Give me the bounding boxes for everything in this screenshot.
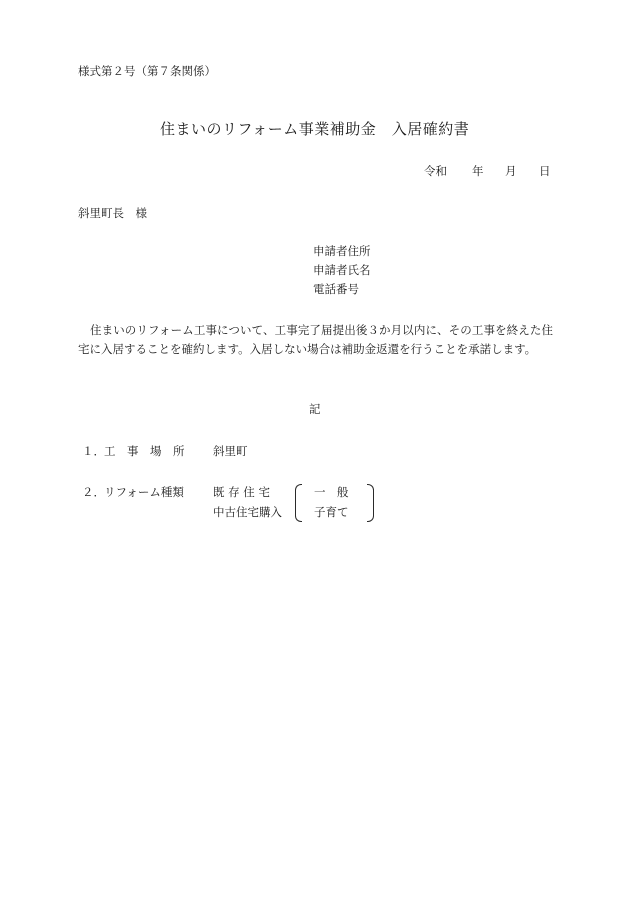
- document-title: 住まいのリフォーム事業補助金 入居確約書: [160, 120, 470, 138]
- item1-value: 斜里町: [213, 444, 248, 458]
- date-day: 日: [539, 164, 551, 178]
- left-bracket: [295, 484, 302, 522]
- applicant-name-label: 申請者氏名: [313, 263, 371, 277]
- confirmation-paragraph: 住まいのリフォーム工事について、工事完了届提出後３か月以内に、その工事を終えた住宅に入居することを確約します。入居しない場合は補助金返還を行うことを承諾します。: [78, 323, 553, 356]
- right-bracket: [367, 484, 374, 522]
- option-used-house-purchase: 中古住宅購入: [213, 505, 282, 519]
- form-number: 様式第２号（第７条関係）: [78, 64, 216, 78]
- item1-label: 工 事 場 所: [104, 444, 185, 458]
- item2-number: ２．: [82, 485, 105, 499]
- date-year: 年: [472, 164, 484, 178]
- option-existing-house: 既 存 住 宅: [213, 485, 270, 499]
- applicant-address-label: 申請者住所: [313, 244, 371, 258]
- date-month: 月: [505, 164, 517, 178]
- phone-number-label: 電話番号: [313, 282, 359, 296]
- section-heading: 記: [309, 402, 321, 416]
- item1-number: １．: [82, 444, 105, 458]
- item2-label: リフォーム種類: [104, 485, 184, 499]
- addressee: 斜里町長 様: [78, 206, 147, 220]
- sub-option-general: 一 般: [314, 485, 349, 499]
- date-era: 令和: [424, 164, 447, 178]
- sub-option-childcare: 子育て: [314, 505, 349, 519]
